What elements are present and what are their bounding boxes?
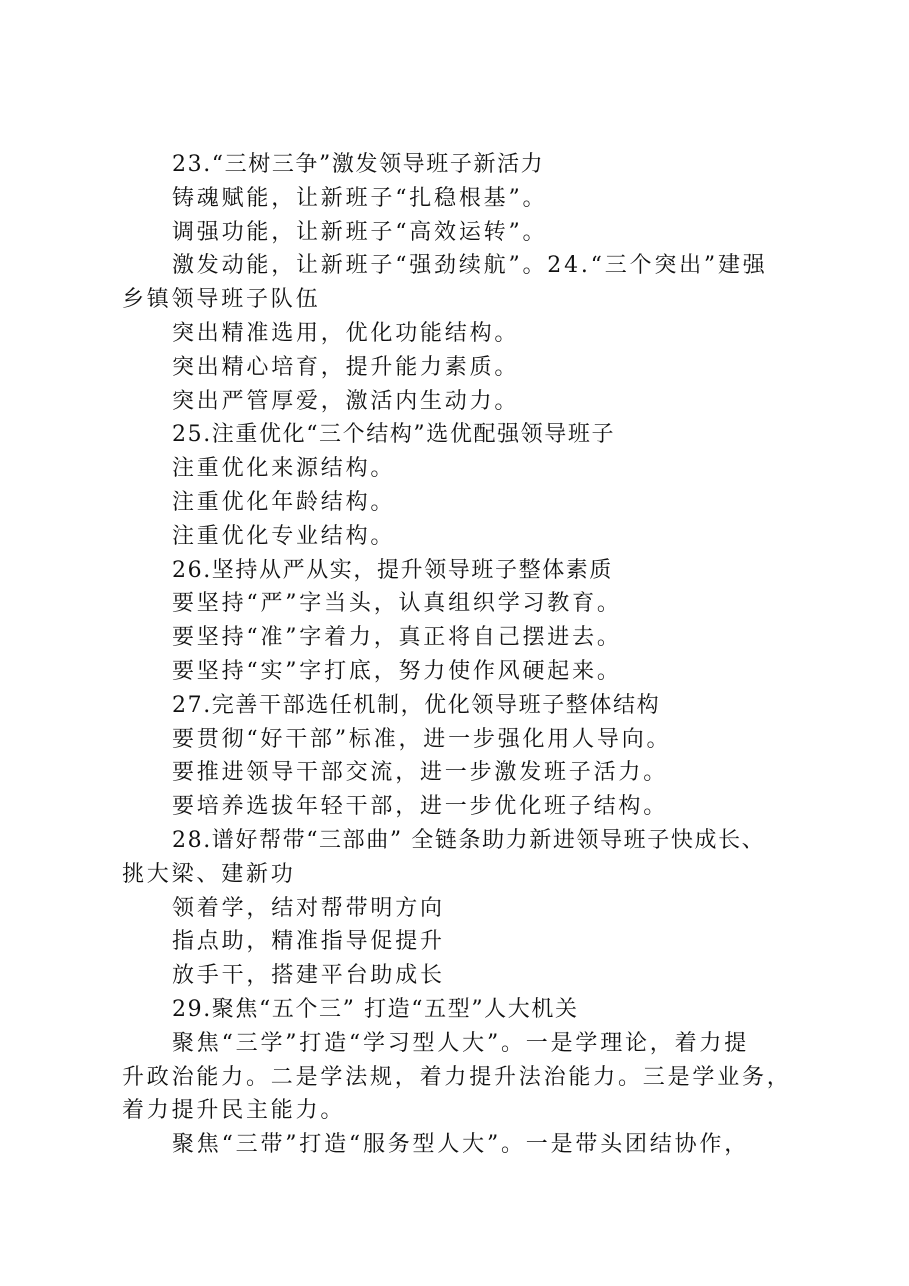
paragraph-line: 突出精心培育，提升能力素质。: [172, 354, 520, 380]
paragraph-line: 注重优化专业结构。: [172, 523, 396, 549]
paragraph-line: 着力提升民主能力。: [122, 1098, 346, 1124]
paragraph-line: 指点助，精准指导促提升: [172, 929, 445, 955]
paragraph-line: 聚焦“三带”打造“服务型人大”。一是带头团结协作，: [172, 1132, 749, 1158]
paragraph-line: 放手干，搭建平台助成长: [172, 963, 445, 989]
paragraph-line: 乡镇领导班子队伍: [122, 287, 321, 313]
paragraph-line: 要坚持“严”字当头，认真组织学习教育。: [172, 591, 622, 617]
paragraph-line: 要推进领导干部交流，进一步激发班子活力。: [172, 760, 669, 786]
section-heading-27: 27.完善干部选任机制，优化领导班子整体结构: [172, 692, 661, 718]
document-body: [122, 148, 812, 1162]
paragraph-line: 挑大梁、建新功: [122, 861, 296, 887]
paragraph-line: 注重优化年龄结构。: [172, 489, 396, 515]
section-heading-28: 28.谱好帮带“三部曲” 全链条助力新进领导班子快成长、: [172, 827, 766, 853]
paragraph-line: 要贯彻“好干部”标准，进一步强化用人导向。: [172, 726, 672, 752]
paragraph-line: 突出严管厚爱，激活内生动力。: [172, 388, 520, 414]
paragraph-line: 聚焦“三学”打造“学习型人大”。一是学理论，着力提: [172, 1030, 749, 1056]
paragraph-line: 激发动能，让新班子“强劲续航”。24.“三个突出”建强: [172, 253, 768, 279]
paragraph-line: 调强功能，让新班子“高效运转”。: [172, 219, 548, 245]
section-heading-26: 26.坚持从严从实，提升领导班子整体素质: [172, 557, 613, 583]
paragraph-line: 升政治能力。二是学法规，着力提升法治能力。三是学业务，: [122, 1064, 792, 1090]
section-heading-25: 25.注重优化“三个结构”选优配强领导班子: [172, 422, 616, 448]
paragraph-line: 领着学，结对帮带明方向: [172, 895, 445, 921]
paragraph-line: 突出精准选用，优化功能结构。: [172, 320, 520, 346]
paragraph-line: 注重优化来源结构。: [172, 456, 396, 482]
paragraph-line: 铸魂赋能，让新班子“扎稳根基”。: [172, 185, 548, 211]
paragraph-line: 要坚持“实”字打底，努力使作风硬起来。: [172, 658, 622, 684]
section-heading-23: 23.“三树三争”激发领导班子新活力: [172, 152, 545, 177]
section-heading-29: 29.聚焦“五个三” 打造“五型”人大机关: [172, 996, 579, 1022]
paragraph-line: 要培养选拔年轻干部，进一步优化班子结构。: [172, 794, 669, 820]
paragraph-line: 要坚持“准”字着力，真正将自己摆进去。: [172, 625, 622, 651]
